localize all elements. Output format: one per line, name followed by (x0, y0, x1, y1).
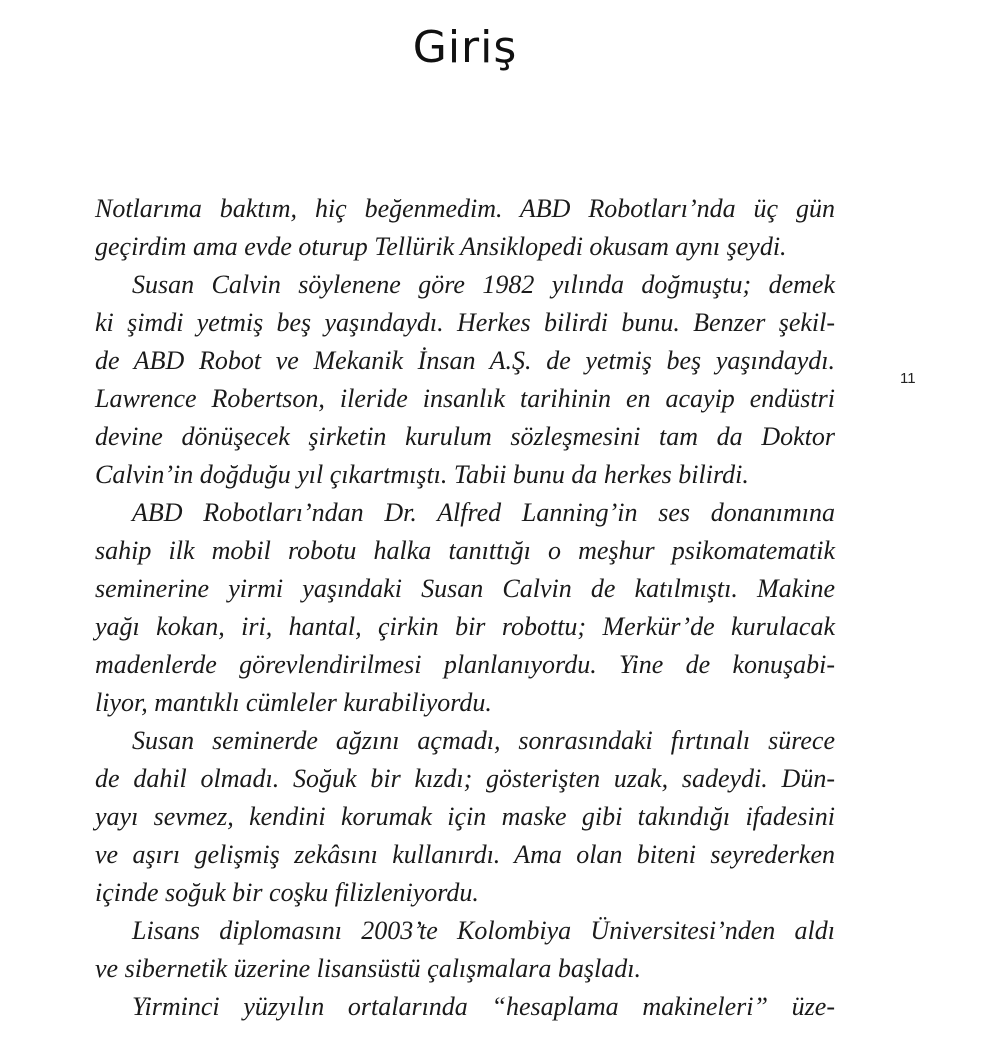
text-line: Susan Calvin söylenene göre 1982 yılında doğmuştu; demek (132, 270, 835, 299)
text-line: Susan seminerde ağzını açmadı, sonrasındaki fırtınalı sürece (132, 726, 835, 755)
text-line: geçirdim ama evde oturup Tellürik Ansiklopedi okusam aynı şeydi. (95, 232, 787, 261)
text-line: liyor, mantıklı cümleler kurabiliyordu. (95, 688, 492, 717)
text-line: Lawrence Robertson, ileride insanlık tarihinin en acayip endüstri (95, 384, 835, 413)
text-line: Lisans diplomasını 2003’te Kolombiya Üniversitesi’nden aldı (132, 916, 835, 945)
text-line: ve sibernetik üzerine lisansüstü çalışmalara başladı. (95, 954, 641, 983)
text-line: ABD Robotları’ndan Dr. Alfred Lanning’in ses donanımına (132, 498, 835, 527)
text-line: ki şimdi yetmiş beş yaşındaydı. Herkes bilirdi bunu. Benzer şekil- (95, 308, 835, 337)
text-line: Notlarıma baktım, hiç beğenmedim. ABD Robotları’nda üç gün (95, 194, 835, 223)
text-line: de ABD Robot ve Mekanik İnsan A.Ş. de yetmiş beş yaşındaydı. (95, 346, 835, 375)
body-text (95, 190, 835, 1026)
text-line: seminerine yirmi yaşındaki Susan Calvin de katılmıştı. Makine (95, 574, 835, 603)
text-line: yayı sevmez, kendini korumak için maske gibi takındığı ifadesini (95, 802, 835, 831)
chapter-title: Giriş (412, 22, 518, 73)
text-line: ve aşırı gelişmiş zekâsını kullanırdı. Ama olan biteni seyrederken (95, 840, 835, 869)
text-line: madenlerde görevlendirilmesi planlanıyordu. Yine de konuşabi- (95, 650, 835, 679)
text-line: içinde soğuk bir coşku filizleniyordu. (95, 878, 479, 907)
text-line: yağı kokan, iri, hantal, çirkin bir robottu; Merkür’de kurulacak (95, 612, 835, 641)
page-number: 11 (900, 370, 916, 387)
text-line: Yirminci yüzyılın ortalarında “hesaplama makineleri” üze- (132, 992, 835, 1021)
text-line: Calvin’in doğduğu yıl çıkartmıştı. Tabii bunu da herkes bilirdi. (95, 460, 749, 489)
text-line: sahip ilk mobil robotu halka tanıttığı o meşhur psikomatematik (95, 536, 835, 565)
text-line: de dahil olmadı. Soğuk bir kızdı; gösterişten uzak, sadeydi. Dün- (95, 764, 835, 793)
text-line: devine dönüşecek şirketin kurulum sözleşmesini tam da Doktor (95, 422, 835, 451)
